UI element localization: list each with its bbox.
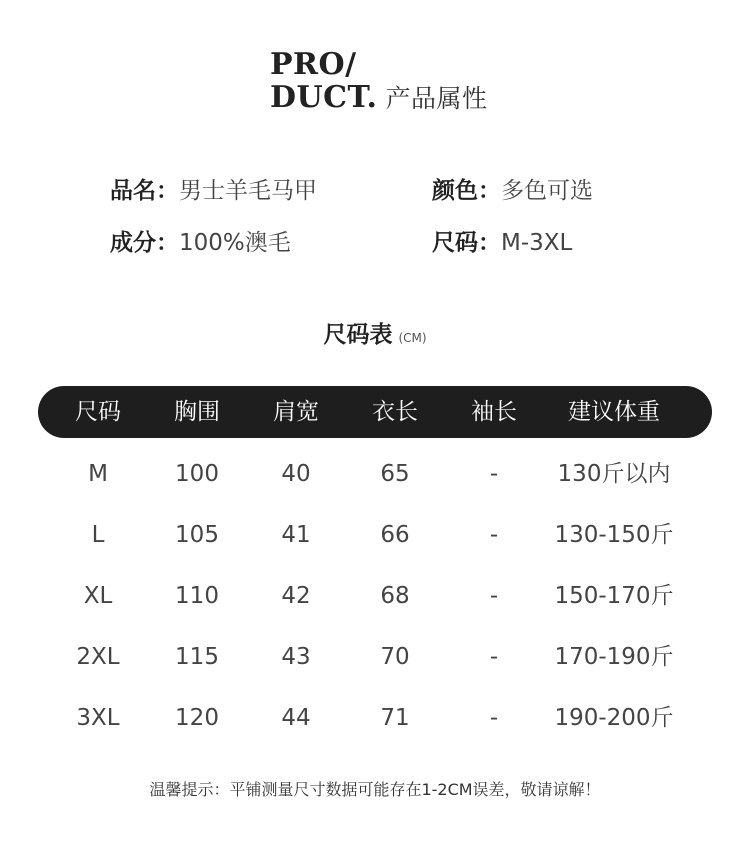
table-row [0,459,750,499]
cell-size: 3XL [76,705,120,731]
header-weight: 建议体重 [568,399,660,425]
attr-name-label: 品名： [110,178,179,204]
attr-name [110,176,317,206]
cell-chest: 105 [175,522,219,548]
cell-chest: 115 [175,644,219,670]
attr-color-value: 多色可选 [501,178,593,204]
cell-sleeve: - [489,461,499,487]
attr-size-label: 尺码： [432,230,501,256]
title-en-line2: DUCT. [270,80,378,115]
table-row [0,520,750,560]
cell-shoulder: 44 [281,705,311,731]
measurement-note: 温馨提示：平铺测量尺寸数据可能存在1-2CM误差，敬请谅解！ [149,780,601,799]
title-en-line1: PRO/ [270,47,357,82]
title-cn: 产品属性 [385,84,488,113]
cell-chest: 110 [175,583,219,609]
cell-length: 68 [380,583,410,609]
cell-weight: 150-170斤 [554,583,674,609]
cell-size: 2XL [76,644,120,670]
cell-length: 70 [380,644,410,670]
attr-size [432,228,572,258]
cell-shoulder: 41 [281,522,311,548]
cell-size: XL [83,583,113,609]
cell-weight: 190-200斤 [554,705,674,731]
cell-sleeve: - [489,522,499,548]
cell-weight: 130斤以内 [557,461,671,487]
attr-color [432,176,593,206]
attr-material-value: 100%澳毛 [179,230,291,256]
cell-shoulder: 40 [281,461,311,487]
size-chart-unit: (CM) [398,331,427,345]
header-size: 尺码 [75,399,121,425]
cell-chest: 100 [175,461,219,487]
cell-sleeve: - [489,583,499,609]
cell-chest: 120 [175,705,219,731]
header-sleeve: 袖长 [471,399,517,425]
attr-color-label: 颜色： [432,178,501,204]
table-row [0,703,750,743]
title-en-line2-wrap [270,81,487,115]
cell-length: 71 [380,705,410,731]
attr-material-label: 成分： [110,230,179,256]
cell-sleeve: - [489,705,499,731]
cell-sleeve: - [489,644,499,670]
attr-size-value: M-3XL [501,230,573,256]
cell-length: 65 [380,461,410,487]
product-title [270,48,487,115]
cell-size: L [91,522,105,548]
cell-shoulder: 42 [281,583,311,609]
cell-weight: 130-150斤 [554,522,674,548]
cell-length: 66 [380,522,410,548]
attr-material [110,228,291,258]
header-chest: 胸围 [174,399,220,425]
header-shoulder: 肩宽 [273,399,319,425]
table-row [0,642,750,682]
cell-size: M [88,461,108,487]
size-table-header [38,386,712,438]
cell-shoulder: 43 [281,644,311,670]
cell-weight: 170-190斤 [554,644,674,670]
header-length: 衣长 [372,399,418,425]
size-chart-title-text: 尺码表 [323,322,393,348]
attr-name-value: 男士羊毛马甲 [179,178,317,204]
table-row [0,581,750,621]
size-chart-title [0,316,750,349]
